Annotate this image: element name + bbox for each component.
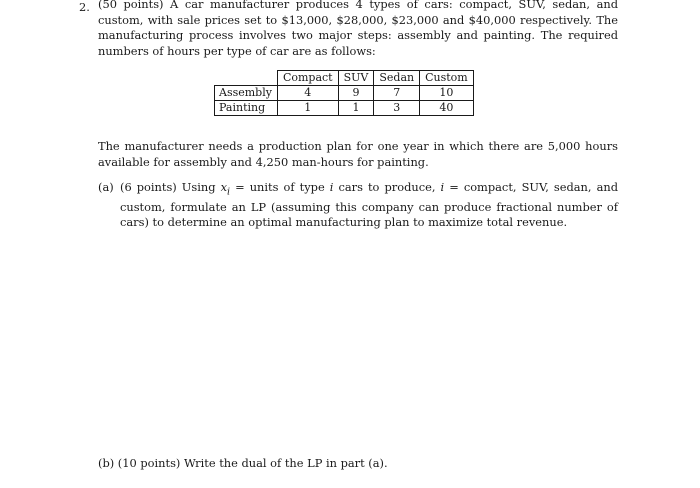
column-header-custom: Custom [420,71,474,86]
hours-table [214,70,474,116]
question-intro: (50 points) A car manufacturer produces 4 types of cars: compact, SUV, sedan, and custom, with sale prices set to $13,000, $28,000, $23,000 and $40,000 respectively. The manufacturing process involves two major steps: assembly and painting. The required numbers of hours per type of car are as follows: [98,0,618,58]
part-a-mid1: = units of type [230,180,330,194]
part-b-text: (b) (10 points) Write the dual of the LP in part (a). [98,456,388,470]
part-a-pre: (6 points) Using [120,180,221,194]
part-a-text [120,180,618,231]
cell-assembly-sedan: 7 [374,86,420,101]
column-header-suv: SUV [338,71,374,86]
part-a-post: = compact, SUV, sedan, and custom, formulate an LP (assuming this company can produce fractional number of cars) to determine an optimal manufacturing plan to maximize total revenue. [120,180,618,230]
variable-subscript: i [227,186,231,198]
cell-assembly-compact: 4 [277,86,338,101]
cell-painting-custom: 40 [420,101,474,116]
part-a-label: (a) [98,180,114,194]
cell-painting-compact: 1 [277,101,338,116]
variable-x: x [220,180,228,194]
row-label-painting: Painting [215,101,278,116]
table-header-row [215,71,474,86]
cell-assembly-suv: 9 [338,86,374,101]
capacity-statement: The manufacturer needs a production plan for one year in which there are 5,000 hours available for assembly and 4,250 man-hours for painting. [98,139,618,169]
question-number: 2. [79,0,90,14]
row-label-assembly: Assembly [215,86,278,101]
part-a-mid2: cars to produce, [333,180,441,194]
column-header-sedan: Sedan [374,71,420,86]
index-i: i [329,180,334,194]
cell-assembly-custom: 10 [420,86,474,101]
table-row-assembly [215,86,474,101]
table-row-painting [215,101,474,116]
index-i-2: i [440,180,445,194]
cell-painting-sedan: 3 [374,101,420,116]
column-header-compact: Compact [277,71,338,86]
table-corner-cell [215,71,278,86]
cell-painting-suv: 1 [338,101,374,116]
